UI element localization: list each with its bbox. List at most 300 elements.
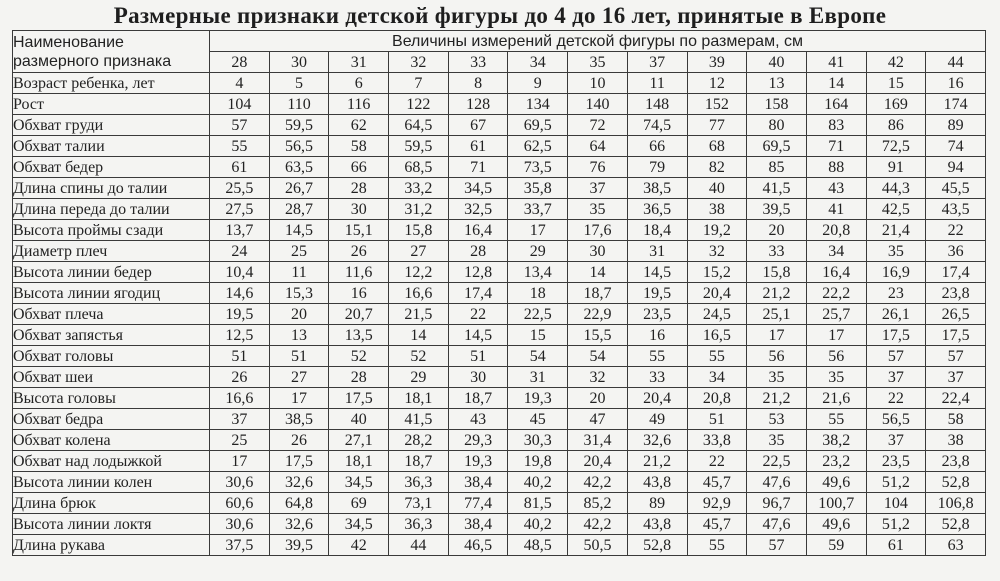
value-cell: 68 [687, 136, 747, 157]
value-cell: 92,9 [687, 493, 747, 514]
value-cell: 110 [269, 94, 329, 115]
value-cell: 25,5 [210, 178, 270, 199]
row-label: Длина брюк [13, 493, 210, 514]
value-cell: 26,7 [269, 178, 329, 199]
value-cell: 17,5 [269, 451, 329, 472]
size-header-cell: 28 [210, 52, 270, 73]
table-row [13, 262, 986, 283]
value-cell: 36,5 [627, 199, 687, 220]
value-cell: 57 [747, 535, 807, 556]
value-cell: 23,5 [866, 451, 926, 472]
value-cell: 12,2 [389, 262, 449, 283]
value-cell: 82 [687, 157, 747, 178]
row-label: Высота линии бедер [13, 262, 210, 283]
value-cell: 13 [269, 325, 329, 346]
value-cell: 29,3 [448, 430, 508, 451]
value-cell: 10 [568, 73, 628, 94]
value-cell: 61 [210, 157, 270, 178]
value-cell: 91 [866, 157, 926, 178]
size-header-cell: 32 [389, 52, 449, 73]
table-row [13, 178, 986, 199]
value-cell: 43,5 [926, 199, 986, 220]
value-cell: 23,5 [627, 304, 687, 325]
value-cell: 26 [269, 430, 329, 451]
row-label: Обхват груди [13, 115, 210, 136]
value-cell: 43,8 [627, 472, 687, 493]
value-cell: 20,8 [687, 388, 747, 409]
value-cell: 59,5 [269, 115, 329, 136]
header-row-top [13, 31, 986, 52]
value-cell: 21,5 [389, 304, 449, 325]
value-cell: 46,5 [448, 535, 508, 556]
value-cell: 34,5 [329, 472, 389, 493]
header-name-cell [13, 31, 210, 73]
value-cell: 17,4 [926, 262, 986, 283]
value-cell: 45 [508, 409, 568, 430]
size-header-cell: 44 [926, 52, 986, 73]
value-cell: 16,9 [866, 262, 926, 283]
value-cell: 122 [389, 94, 449, 115]
row-label: Обхват над лодыжкой [13, 451, 210, 472]
value-cell: 24 [210, 241, 270, 262]
value-cell: 17,4 [448, 283, 508, 304]
value-cell: 40,2 [508, 472, 568, 493]
value-cell: 38,5 [269, 409, 329, 430]
value-cell: 28,2 [389, 430, 449, 451]
value-cell: 56 [747, 346, 807, 367]
value-cell: 41,5 [389, 409, 449, 430]
size-measurements-table [12, 30, 986, 556]
value-cell: 9 [508, 73, 568, 94]
value-cell: 17,5 [329, 388, 389, 409]
value-cell: 77 [687, 115, 747, 136]
value-cell: 11,6 [329, 262, 389, 283]
value-cell: 35 [866, 241, 926, 262]
value-cell: 158 [747, 94, 807, 115]
value-cell: 33 [627, 367, 687, 388]
value-cell: 15,3 [269, 283, 329, 304]
value-cell: 27 [269, 367, 329, 388]
row-label: Обхват бедра [13, 409, 210, 430]
header-name-line1: Наименование [13, 33, 124, 51]
value-cell: 51 [269, 346, 329, 367]
value-cell: 67 [448, 115, 508, 136]
table-row [13, 535, 986, 556]
value-cell: 69 [329, 493, 389, 514]
value-cell: 20,7 [329, 304, 389, 325]
value-cell: 33,2 [389, 178, 449, 199]
size-header-cell: 42 [866, 52, 926, 73]
value-cell: 17 [747, 325, 807, 346]
value-cell: 174 [926, 94, 986, 115]
table-row [13, 283, 986, 304]
value-cell: 52,8 [627, 535, 687, 556]
value-cell: 15,8 [389, 220, 449, 241]
value-cell: 17,5 [926, 325, 986, 346]
value-cell: 35 [568, 199, 628, 220]
value-cell: 19,3 [508, 388, 568, 409]
value-cell: 16 [627, 325, 687, 346]
document-title: Размерные признаки детской фигуры до 4 до 16 лет, принятые в Европе [113, 3, 887, 28]
value-cell: 20,4 [687, 283, 747, 304]
value-cell: 54 [508, 346, 568, 367]
value-cell: 45,7 [687, 472, 747, 493]
value-cell: 61 [448, 136, 508, 157]
value-cell: 17 [806, 325, 866, 346]
value-cell: 76 [568, 157, 628, 178]
value-cell: 13 [747, 73, 807, 94]
value-cell: 26,5 [926, 304, 986, 325]
value-cell: 24,5 [687, 304, 747, 325]
value-cell: 17 [508, 220, 568, 241]
value-cell: 73,5 [508, 157, 568, 178]
value-cell: 20,8 [806, 220, 866, 241]
value-cell: 20,4 [627, 388, 687, 409]
value-cell: 69,5 [508, 115, 568, 136]
table-row [13, 346, 986, 367]
row-label: Высота линии ягодиц [13, 283, 210, 304]
row-label: Обхват головы [13, 346, 210, 367]
value-cell: 19,2 [687, 220, 747, 241]
value-cell: 37 [210, 409, 270, 430]
value-cell: 37 [568, 178, 628, 199]
value-cell: 13,7 [210, 220, 270, 241]
value-cell: 30 [568, 241, 628, 262]
value-cell: 169 [866, 94, 926, 115]
value-cell: 116 [329, 94, 389, 115]
value-cell: 40 [329, 409, 389, 430]
value-cell: 73,1 [389, 493, 449, 514]
value-cell: 17,5 [866, 325, 926, 346]
value-cell: 63,5 [269, 157, 329, 178]
row-label: Обхват колена [13, 430, 210, 451]
value-cell: 19,3 [448, 451, 508, 472]
value-cell: 29 [508, 241, 568, 262]
value-cell: 13,5 [329, 325, 389, 346]
value-cell: 14,5 [448, 325, 508, 346]
header-values-caption: Величины измерений детской фигуры по размерам, см [210, 31, 986, 52]
value-cell: 33 [747, 241, 807, 262]
value-cell: 26 [210, 367, 270, 388]
value-cell: 62 [329, 115, 389, 136]
value-cell: 38,4 [448, 514, 508, 535]
value-cell: 55 [210, 136, 270, 157]
value-cell: 56,5 [866, 409, 926, 430]
value-cell: 17,6 [568, 220, 628, 241]
row-label: Длина спины до талии [13, 178, 210, 199]
size-header-cell: 31 [329, 52, 389, 73]
value-cell: 21,2 [747, 283, 807, 304]
value-cell: 57 [210, 115, 270, 136]
value-cell: 34,5 [448, 178, 508, 199]
value-cell: 20 [269, 304, 329, 325]
value-cell: 34,5 [329, 514, 389, 535]
value-cell: 32,6 [627, 430, 687, 451]
value-cell: 104 [210, 94, 270, 115]
value-cell: 55 [687, 346, 747, 367]
value-cell: 31 [627, 241, 687, 262]
value-cell: 19,5 [210, 304, 270, 325]
table-row [13, 514, 986, 535]
value-cell: 31,4 [568, 430, 628, 451]
value-cell: 22 [866, 388, 926, 409]
value-cell: 33,8 [687, 430, 747, 451]
value-cell: 40 [687, 178, 747, 199]
row-label: Возраст ребенка, лет [13, 73, 210, 94]
value-cell: 77,4 [448, 493, 508, 514]
value-cell: 52 [389, 346, 449, 367]
row-label: Длина рукава [13, 535, 210, 556]
value-cell: 69,5 [747, 136, 807, 157]
value-cell: 7 [389, 73, 449, 94]
value-cell: 55 [687, 535, 747, 556]
value-cell: 32,6 [269, 514, 329, 535]
value-cell: 25 [210, 430, 270, 451]
value-cell: 5 [269, 73, 329, 94]
value-cell: 17 [210, 451, 270, 472]
value-cell: 18,7 [568, 283, 628, 304]
value-cell: 37 [926, 367, 986, 388]
value-cell: 96,7 [747, 493, 807, 514]
value-cell: 12,5 [210, 325, 270, 346]
value-cell: 11 [627, 73, 687, 94]
value-cell: 27,5 [210, 199, 270, 220]
value-cell: 14 [389, 325, 449, 346]
value-cell: 15 [866, 73, 926, 94]
row-label: Обхват плеча [13, 304, 210, 325]
value-cell: 51,2 [866, 514, 926, 535]
value-cell: 36 [926, 241, 986, 262]
value-cell: 39,5 [747, 199, 807, 220]
value-cell: 35 [747, 367, 807, 388]
value-cell: 30,6 [210, 514, 270, 535]
value-cell: 72 [568, 115, 628, 136]
value-cell: 35,8 [508, 178, 568, 199]
value-cell: 36,3 [389, 472, 449, 493]
value-cell: 58 [329, 136, 389, 157]
value-cell: 25 [269, 241, 329, 262]
value-cell: 26,1 [866, 304, 926, 325]
value-cell: 23,8 [926, 283, 986, 304]
value-cell: 40,2 [508, 514, 568, 535]
value-cell: 28 [329, 178, 389, 199]
value-cell: 30,3 [508, 430, 568, 451]
value-cell: 58 [926, 409, 986, 430]
size-header-cell: 33 [448, 52, 508, 73]
size-header-cell: 34 [508, 52, 568, 73]
value-cell: 43,8 [627, 514, 687, 535]
value-cell: 15,5 [568, 325, 628, 346]
value-cell: 18,4 [627, 220, 687, 241]
value-cell: 81,5 [508, 493, 568, 514]
value-cell: 27,1 [329, 430, 389, 451]
value-cell: 32 [687, 241, 747, 262]
value-cell: 72,5 [866, 136, 926, 157]
table-row [13, 115, 986, 136]
row-label: Обхват запястья [13, 325, 210, 346]
value-cell: 26 [329, 241, 389, 262]
value-cell: 19,8 [508, 451, 568, 472]
value-cell: 66 [329, 157, 389, 178]
row-label: Высота головы [13, 388, 210, 409]
size-header-cell: 30 [269, 52, 329, 73]
value-cell: 56,5 [269, 136, 329, 157]
value-cell: 79 [627, 157, 687, 178]
value-cell: 152 [687, 94, 747, 115]
value-cell: 31 [508, 367, 568, 388]
value-cell: 14,6 [210, 283, 270, 304]
value-cell: 22,5 [747, 451, 807, 472]
value-cell: 18,7 [389, 451, 449, 472]
value-cell: 64 [568, 136, 628, 157]
value-cell: 14 [568, 262, 628, 283]
value-cell: 15,1 [329, 220, 389, 241]
size-header-cell: 35 [568, 52, 628, 73]
value-cell: 32,6 [269, 472, 329, 493]
value-cell: 21,2 [747, 388, 807, 409]
value-cell: 164 [806, 94, 866, 115]
value-cell: 11 [269, 262, 329, 283]
table-row [13, 472, 986, 493]
table-row [13, 304, 986, 325]
value-cell: 57 [926, 346, 986, 367]
value-cell: 16,4 [448, 220, 508, 241]
value-cell: 33,7 [508, 199, 568, 220]
table-row [13, 94, 986, 115]
value-cell: 18,1 [389, 388, 449, 409]
value-cell: 140 [568, 94, 628, 115]
value-cell: 59 [806, 535, 866, 556]
value-cell: 38 [687, 199, 747, 220]
value-cell: 14 [806, 73, 866, 94]
value-cell: 74,5 [627, 115, 687, 136]
value-cell: 61 [866, 535, 926, 556]
value-cell: 28,7 [269, 199, 329, 220]
value-cell: 30 [329, 199, 389, 220]
value-cell: 15,8 [747, 262, 807, 283]
value-cell: 28 [329, 367, 389, 388]
value-cell: 49,6 [806, 472, 866, 493]
value-cell: 16 [329, 283, 389, 304]
table-row [13, 157, 986, 178]
value-cell: 38 [926, 430, 986, 451]
value-cell: 86 [866, 115, 926, 136]
value-cell: 31,2 [389, 199, 449, 220]
value-cell: 68,5 [389, 157, 449, 178]
value-cell: 13,4 [508, 262, 568, 283]
value-cell: 42,5 [866, 199, 926, 220]
table-row [13, 451, 986, 472]
value-cell: 16,6 [210, 388, 270, 409]
value-cell: 29 [389, 367, 449, 388]
value-cell: 16,5 [687, 325, 747, 346]
row-label: Высота линии колен [13, 472, 210, 493]
value-cell: 88 [806, 157, 866, 178]
value-cell: 106,8 [926, 493, 986, 514]
value-cell: 51 [448, 346, 508, 367]
value-cell: 35 [747, 430, 807, 451]
size-header-cell: 41 [806, 52, 866, 73]
value-cell: 16 [926, 73, 986, 94]
table-row [13, 367, 986, 388]
value-cell: 74 [926, 136, 986, 157]
row-label: Высота линии локтя [13, 514, 210, 535]
value-cell: 20 [568, 388, 628, 409]
value-cell: 94 [926, 157, 986, 178]
value-cell: 55 [806, 409, 866, 430]
value-cell: 42,2 [568, 472, 628, 493]
row-label: Диаметр плеч [13, 241, 210, 262]
value-cell: 28 [448, 241, 508, 262]
value-cell: 23,2 [806, 451, 866, 472]
table-row [13, 199, 986, 220]
value-cell: 134 [508, 94, 568, 115]
value-cell: 15 [508, 325, 568, 346]
size-header-cell: 37 [627, 52, 687, 73]
header-name-line2: размерного признака [13, 52, 172, 70]
value-cell: 34 [806, 241, 866, 262]
size-header-cell: 40 [747, 52, 807, 73]
value-cell: 14,5 [269, 220, 329, 241]
value-cell: 35 [806, 367, 866, 388]
value-cell: 59,5 [389, 136, 449, 157]
value-cell: 85,2 [568, 493, 628, 514]
value-cell: 83 [806, 115, 866, 136]
value-cell: 63 [926, 535, 986, 556]
value-cell: 23 [866, 283, 926, 304]
value-cell: 71 [448, 157, 508, 178]
value-cell: 21,4 [866, 220, 926, 241]
value-cell: 42 [329, 535, 389, 556]
value-cell: 104 [866, 493, 926, 514]
value-cell: 16,6 [389, 283, 449, 304]
table-row [13, 220, 986, 241]
value-cell: 52 [329, 346, 389, 367]
value-cell: 47 [568, 409, 628, 430]
row-label: Длина переда до талии [13, 199, 210, 220]
value-cell: 51 [210, 346, 270, 367]
value-cell: 22,5 [508, 304, 568, 325]
table-body [13, 73, 986, 556]
value-cell: 44,3 [866, 178, 926, 199]
value-cell: 43 [448, 409, 508, 430]
value-cell: 45,7 [687, 514, 747, 535]
value-cell: 20 [747, 220, 807, 241]
value-cell: 25,7 [806, 304, 866, 325]
value-cell: 12,8 [448, 262, 508, 283]
table-row [13, 409, 986, 430]
value-cell: 50,5 [568, 535, 628, 556]
value-cell: 18,7 [448, 388, 508, 409]
value-cell: 23,8 [926, 451, 986, 472]
value-cell: 47,6 [747, 514, 807, 535]
value-cell: 22,9 [568, 304, 628, 325]
value-cell: 60,6 [210, 493, 270, 514]
value-cell: 52,8 [926, 472, 986, 493]
value-cell: 37 [866, 367, 926, 388]
value-cell: 148 [627, 94, 687, 115]
value-cell: 19,5 [627, 283, 687, 304]
value-cell: 47,6 [747, 472, 807, 493]
size-header-cell: 39 [687, 52, 747, 73]
value-cell: 22 [448, 304, 508, 325]
value-cell: 10,4 [210, 262, 270, 283]
value-cell: 14,5 [627, 262, 687, 283]
value-cell: 51 [687, 409, 747, 430]
value-cell: 66 [627, 136, 687, 157]
value-cell: 21,2 [627, 451, 687, 472]
value-cell: 89 [926, 115, 986, 136]
